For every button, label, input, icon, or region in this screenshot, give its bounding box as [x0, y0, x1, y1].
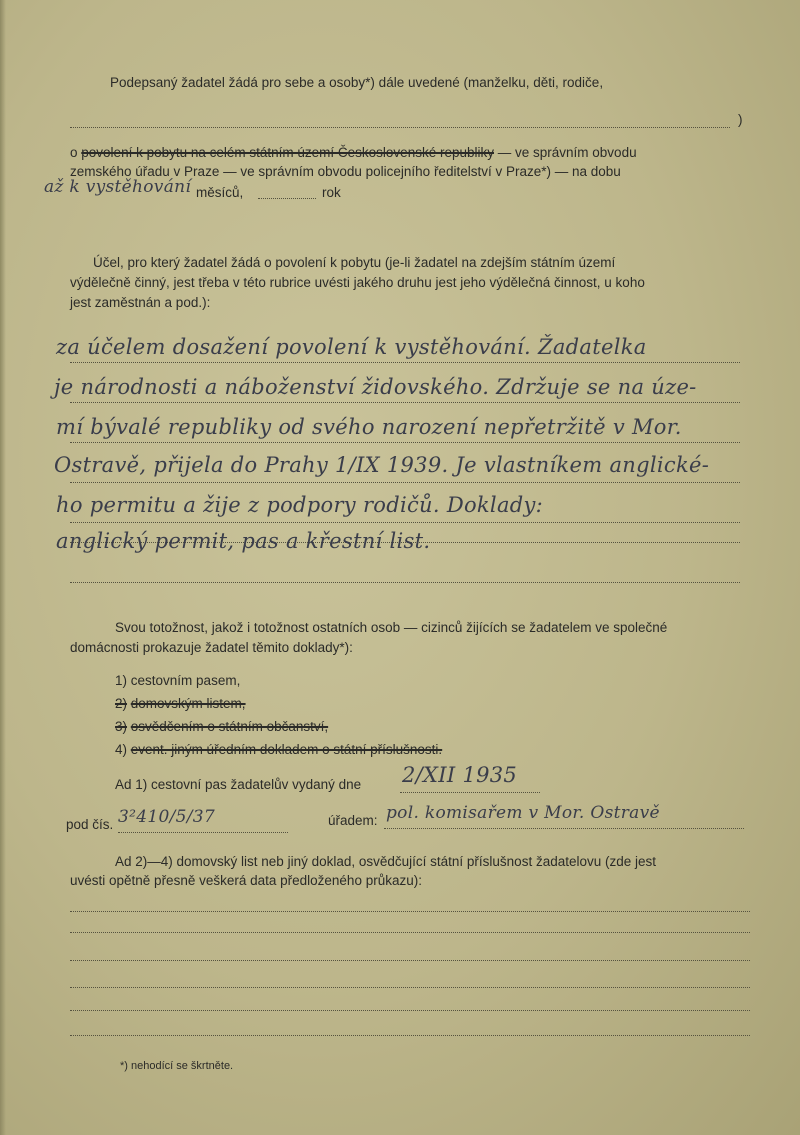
months-label: měsíců, — [196, 185, 244, 200]
purpose-fill-line — [70, 482, 740, 483]
document-item: 1) cestovním pasem, — [115, 673, 241, 688]
purpose-handwriting-line: je národnosti a náboženství židovského. Zdržuje se na úze- — [54, 375, 697, 399]
domicile-fill-line — [70, 987, 750, 988]
domicile-fill-line — [70, 1010, 750, 1011]
permit-line-2: zemského úřadu v Praze — ve správním obvodu policejního ředitelství v Praze*) — na dobu — [70, 164, 621, 179]
purpose-fill-line — [70, 402, 740, 403]
passport-office-handwriting: pol. komisařem v Mor. Ostravě — [386, 803, 660, 823]
passport-office-label: úřadem: — [328, 813, 378, 828]
persons-fill-line — [70, 127, 730, 128]
year-label: rok — [322, 185, 341, 200]
domicile-fill-line — [70, 960, 750, 961]
passport-number-label: pod čís. — [66, 817, 114, 832]
purpose-line-1: Účel, pro který žadatel žádá o povolení k pobytu (je-li žadatel na zdejším státním území — [93, 255, 616, 270]
purpose-line-2: výdělečně činný, jest třeba v této rubrice uvésti jakého druhu jest jeho výdělečná činnost, u koho — [70, 275, 645, 290]
document-item: 2) domovským listem, — [115, 696, 246, 711]
purpose-line-3: jest zaměstnán a pod.): — [70, 295, 211, 310]
persons-close-paren: ) — [738, 112, 743, 127]
domicile-fill-line — [70, 911, 750, 912]
purpose-fill-line — [70, 442, 740, 443]
domicile-line-1: Ad 2)—4) domovský list neb jiný doklad, osvědčující státní příslušnost žadatelovu (zde jest — [115, 854, 657, 869]
footnote: *) nehodící se škrtněte. — [120, 1060, 234, 1072]
passport-number-line — [118, 832, 288, 833]
intro-line: Podepsaný žadatel žádá pro sebe a osoby*) dále uvedené (manželku, děti, rodiče, — [110, 75, 604, 90]
passport-office-line — [384, 828, 744, 829]
permit-line-1: o povolení k pobytu na celém státním území Československé republiky — ve správním obvodu — [70, 145, 637, 160]
passport-date-line — [400, 792, 540, 793]
document-item: 3) osvědčením o státním občanství, — [115, 719, 329, 734]
passport-date-label: Ad 1) cestovní pas žadatelův vydaný dne — [115, 777, 362, 792]
duration-handwriting: až k vystěhování — [44, 177, 192, 197]
purpose-handwriting-line: za účelem dosažení povolení k vystěhování. Žadatelka — [56, 335, 647, 359]
purpose-handwriting-line: Ostravě, přijela do Prahy 1/IX 1939. Je vlastníkem anglické- — [54, 453, 710, 477]
passport-number-handwriting: 3²410/5/37 — [118, 807, 215, 827]
identity-line-2: domácnosti prokazuje žadatel těmito doklady*): — [70, 640, 353, 655]
passport-date-handwriting: 2/XII 1935 — [402, 763, 518, 787]
domicile-fill-line — [70, 1035, 750, 1036]
purpose-handwriting-line: anglický permit, pas a křestní list. — [56, 529, 431, 553]
domicile-line-2: uvésti opětně přesně veškerá data předloženého průkazu): — [70, 873, 422, 888]
purpose-handwriting-line: mí bývalé republiky od svého narození nepřetržitě v Mor. — [56, 415, 682, 439]
purpose-fill-line — [70, 582, 740, 583]
identity-line-1: Svou totožnost, jakož i totožnost ostatních osob — cizinců žijících se žadatelem ve společné — [115, 620, 668, 635]
domicile-fill-line — [70, 932, 750, 933]
document-item: 4) event. jiným úředním dokladem o státní příslušnosti. — [115, 742, 443, 757]
page-edge-shadow — [0, 0, 6, 1135]
purpose-fill-line — [70, 362, 740, 363]
purpose-fill-line — [70, 522, 740, 523]
year-fill-line — [258, 198, 316, 199]
permit-struck-text: povolení k pobytu na celém státním území Československé republiky — [81, 145, 494, 160]
purpose-handwriting-line: ho permitu a žije z podpory rodičů. Doklady: — [56, 493, 544, 517]
